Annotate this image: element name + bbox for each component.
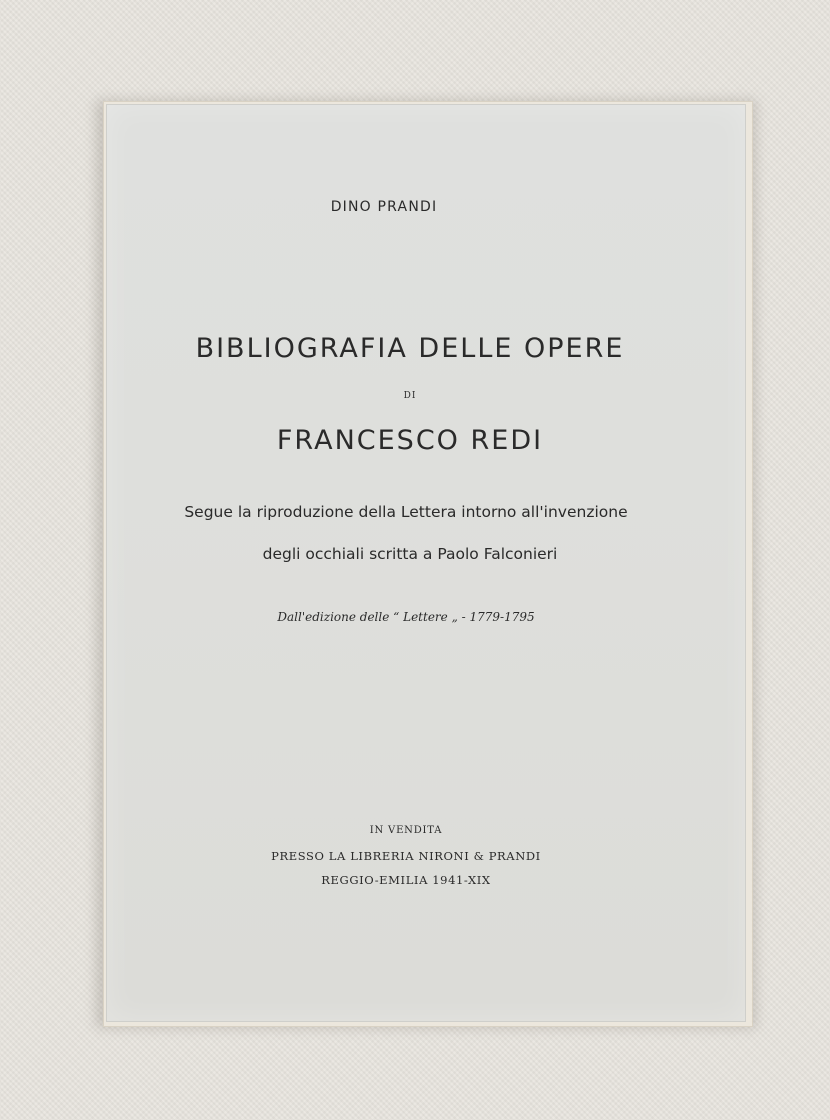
subtitle-line-2: degli occhiali scritta a Paolo Falconieri [262,545,558,563]
booklet-cover [106,104,746,1022]
title-line-1: BIBLIOGRAFIA DELLE OPERE [195,333,625,364]
title-line-2: FRANCESCO REDI [276,425,544,456]
author-name: DINO PRANDI [330,199,438,215]
edition-note: Dall'edizione delle “ Lettere „ - 1779-1795 [277,610,535,624]
sale-label: IN VENDITA [369,825,443,836]
title-connector: DI [403,391,417,401]
subtitle-line-1: Segue la riproduzione della Lettera intorno all'invenzione [184,503,628,521]
place-and-date: REGGIO-EMILIA 1941-XIX [321,873,491,887]
bookshop-name: PRESSO LA LIBRERIA NIRONI & PRANDI [271,849,541,863]
